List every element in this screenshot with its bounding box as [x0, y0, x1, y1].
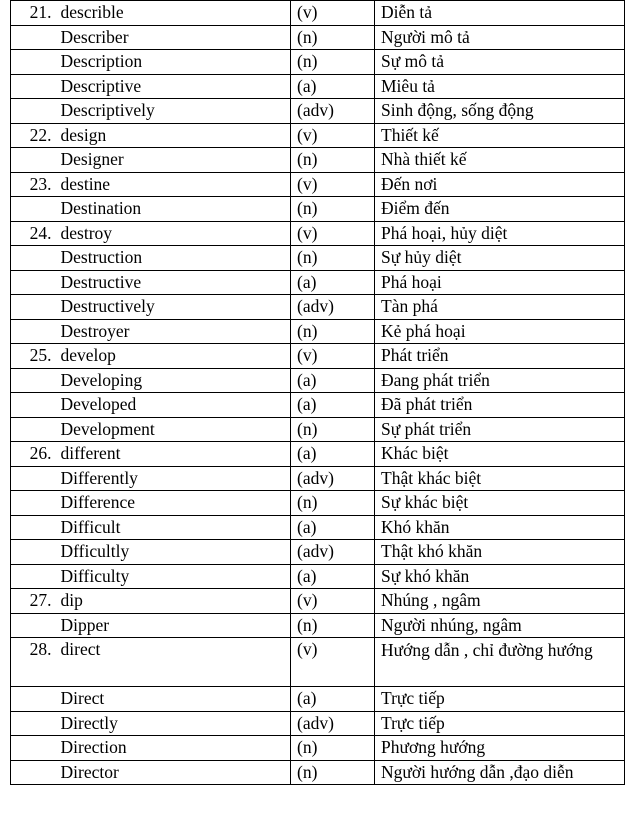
- entry-word: dip: [56, 589, 291, 614]
- table-row: [11, 442, 625, 467]
- entry-part-of-speech: (adv): [291, 540, 375, 565]
- entry-part-of-speech: (n): [291, 25, 375, 50]
- entry-part-of-speech: (adv): [291, 711, 375, 736]
- entry-meaning: Phá hoại: [375, 270, 625, 295]
- entry-meaning: Đã phát triển: [375, 393, 625, 418]
- entry-word: Describer: [56, 25, 291, 50]
- table-row: [11, 515, 625, 540]
- entry-word: Destroyer: [56, 319, 291, 344]
- entry-part-of-speech: (v): [291, 123, 375, 148]
- table-row: [11, 319, 625, 344]
- entry-meaning: Hướng dẫn , chỉ đường hướng: [375, 638, 625, 687]
- table-row: [11, 74, 625, 99]
- vocabulary-table: [10, 0, 625, 785]
- entry-meaning: Thiết kế: [375, 123, 625, 148]
- vocabulary-table-body: [11, 1, 625, 785]
- entry-meaning: Sự hủy diệt: [375, 246, 625, 271]
- entry-word: Description: [56, 50, 291, 75]
- entry-number: [11, 711, 56, 736]
- entry-word: Differently: [56, 466, 291, 491]
- entry-word: Developed: [56, 393, 291, 418]
- entry-meaning: Đang phát triển: [375, 368, 625, 393]
- entry-part-of-speech: (n): [291, 417, 375, 442]
- table-row: [11, 491, 625, 516]
- table-row: [11, 368, 625, 393]
- entry-number: [11, 368, 56, 393]
- table-row: [11, 393, 625, 418]
- entry-part-of-speech: (a): [291, 442, 375, 467]
- entry-meaning: Đến nơi: [375, 172, 625, 197]
- entry-number: 24.: [11, 221, 56, 246]
- entry-word: Difficulty: [56, 564, 291, 589]
- entry-number: [11, 246, 56, 271]
- entry-part-of-speech: (v): [291, 172, 375, 197]
- table-row: [11, 613, 625, 638]
- entry-part-of-speech: (a): [291, 687, 375, 712]
- entry-part-of-speech: (a): [291, 368, 375, 393]
- entry-meaning: Khó khăn: [375, 515, 625, 540]
- entry-number: [11, 417, 56, 442]
- entry-part-of-speech: (a): [291, 74, 375, 99]
- entry-part-of-speech: (a): [291, 270, 375, 295]
- entry-part-of-speech: (v): [291, 589, 375, 614]
- vocabulary-sheet: [10, 0, 624, 785]
- entry-meaning: Phá hoại, hủy diệt: [375, 221, 625, 246]
- entry-word: destine: [56, 172, 291, 197]
- entry-meaning: Phương hướng: [375, 736, 625, 761]
- entry-meaning: Phát triển: [375, 344, 625, 369]
- table-row: [11, 221, 625, 246]
- entry-meaning: Điểm đến: [375, 197, 625, 222]
- entry-word: different: [56, 442, 291, 467]
- entry-number: [11, 393, 56, 418]
- entry-number: [11, 687, 56, 712]
- table-row: [11, 148, 625, 173]
- entry-meaning: Sự khác biệt: [375, 491, 625, 516]
- table-row: [11, 736, 625, 761]
- entry-number: [11, 295, 56, 320]
- entry-part-of-speech: (n): [291, 319, 375, 344]
- entry-part-of-speech: (v): [291, 221, 375, 246]
- entry-word: Developing: [56, 368, 291, 393]
- entry-part-of-speech: (n): [291, 246, 375, 271]
- entry-meaning: Nhà thiết kế: [375, 148, 625, 173]
- entry-number: 21.: [11, 1, 56, 26]
- entry-word: Direction: [56, 736, 291, 761]
- entry-part-of-speech: (a): [291, 564, 375, 589]
- table-row: [11, 760, 625, 785]
- table-row: [11, 123, 625, 148]
- entry-meaning: Sự mô tả: [375, 50, 625, 75]
- entry-number: [11, 760, 56, 785]
- table-row: [11, 1, 625, 26]
- entry-meaning: Người hướng dẫn ,đạo diễn: [375, 760, 625, 785]
- entry-number: 22.: [11, 123, 56, 148]
- table-row: [11, 417, 625, 442]
- table-row: [11, 172, 625, 197]
- entry-number: [11, 270, 56, 295]
- entry-part-of-speech: (v): [291, 638, 375, 687]
- entry-number: 26.: [11, 442, 56, 467]
- entry-number: [11, 613, 56, 638]
- table-row: [11, 589, 625, 614]
- entry-part-of-speech: (n): [291, 736, 375, 761]
- entry-number: [11, 99, 56, 124]
- entry-number: [11, 491, 56, 516]
- table-row: [11, 295, 625, 320]
- entry-number: [11, 564, 56, 589]
- entry-part-of-speech: (n): [291, 613, 375, 638]
- entry-part-of-speech: (a): [291, 393, 375, 418]
- entry-meaning: Kẻ phá hoại: [375, 319, 625, 344]
- entry-word: Designer: [56, 148, 291, 173]
- entry-meaning: Trực tiếp: [375, 711, 625, 736]
- entry-meaning: Người nhúng, ngâm: [375, 613, 625, 638]
- entry-number: [11, 540, 56, 565]
- entry-word: Destination: [56, 197, 291, 222]
- entry-word: Directly: [56, 711, 291, 736]
- entry-word: describle: [56, 1, 291, 26]
- entry-word: destroy: [56, 221, 291, 246]
- entry-number: [11, 25, 56, 50]
- table-row: [11, 564, 625, 589]
- entry-meaning: Người mô tả: [375, 25, 625, 50]
- entry-part-of-speech: (n): [291, 491, 375, 516]
- entry-word: Destructive: [56, 270, 291, 295]
- entry-meaning: Trực tiếp: [375, 687, 625, 712]
- table-row: [11, 344, 625, 369]
- entry-number: [11, 319, 56, 344]
- entry-part-of-speech: (adv): [291, 99, 375, 124]
- entry-word: develop: [56, 344, 291, 369]
- entry-meaning: Khác biệt: [375, 442, 625, 467]
- entry-number: [11, 50, 56, 75]
- entry-word: Descriptive: [56, 74, 291, 99]
- entry-number: 27.: [11, 589, 56, 614]
- entry-number: [11, 74, 56, 99]
- table-row: [11, 687, 625, 712]
- table-row: [11, 270, 625, 295]
- table-row: [11, 638, 625, 687]
- entry-meaning: Sinh động, sống động: [375, 99, 625, 124]
- entry-part-of-speech: (v): [291, 344, 375, 369]
- entry-word: Director: [56, 760, 291, 785]
- entry-number: [11, 736, 56, 761]
- entry-number: [11, 148, 56, 173]
- entry-number: 23.: [11, 172, 56, 197]
- entry-word: Development: [56, 417, 291, 442]
- entry-number: [11, 466, 56, 491]
- table-row: [11, 540, 625, 565]
- table-row: [11, 50, 625, 75]
- entry-number: [11, 197, 56, 222]
- entry-word: Difficult: [56, 515, 291, 540]
- entry-part-of-speech: (n): [291, 50, 375, 75]
- entry-number: [11, 515, 56, 540]
- table-row: [11, 25, 625, 50]
- entry-meaning: Sự khó khăn: [375, 564, 625, 589]
- table-row: [11, 246, 625, 271]
- entry-word: Direct: [56, 687, 291, 712]
- entry-meaning: Miêu tả: [375, 74, 625, 99]
- entry-word: direct: [56, 638, 291, 687]
- entry-number: 25.: [11, 344, 56, 369]
- entry-word: Dipper: [56, 613, 291, 638]
- entry-meaning: Diễn tả: [375, 1, 625, 26]
- table-row: [11, 711, 625, 736]
- entry-number: 28.: [11, 638, 56, 687]
- entry-meaning: Sự phát triển: [375, 417, 625, 442]
- entry-word: Descriptively: [56, 99, 291, 124]
- entry-meaning: Tàn phá: [375, 295, 625, 320]
- table-row: [11, 99, 625, 124]
- entry-word: Difference: [56, 491, 291, 516]
- entry-part-of-speech: (adv): [291, 295, 375, 320]
- table-row: [11, 466, 625, 491]
- entry-meaning: Nhúng , ngâm: [375, 589, 625, 614]
- entry-part-of-speech: (v): [291, 1, 375, 26]
- entry-part-of-speech: (n): [291, 197, 375, 222]
- entry-part-of-speech: (n): [291, 760, 375, 785]
- entry-word: design: [56, 123, 291, 148]
- entry-part-of-speech: (n): [291, 148, 375, 173]
- entry-word: Dfficultly: [56, 540, 291, 565]
- entry-meaning: Thật khác biệt: [375, 466, 625, 491]
- entry-word: Destructively: [56, 295, 291, 320]
- entry-part-of-speech: (adv): [291, 466, 375, 491]
- entry-meaning: Thật khó khăn: [375, 540, 625, 565]
- entry-part-of-speech: (a): [291, 515, 375, 540]
- entry-word: Destruction: [56, 246, 291, 271]
- table-row: [11, 197, 625, 222]
